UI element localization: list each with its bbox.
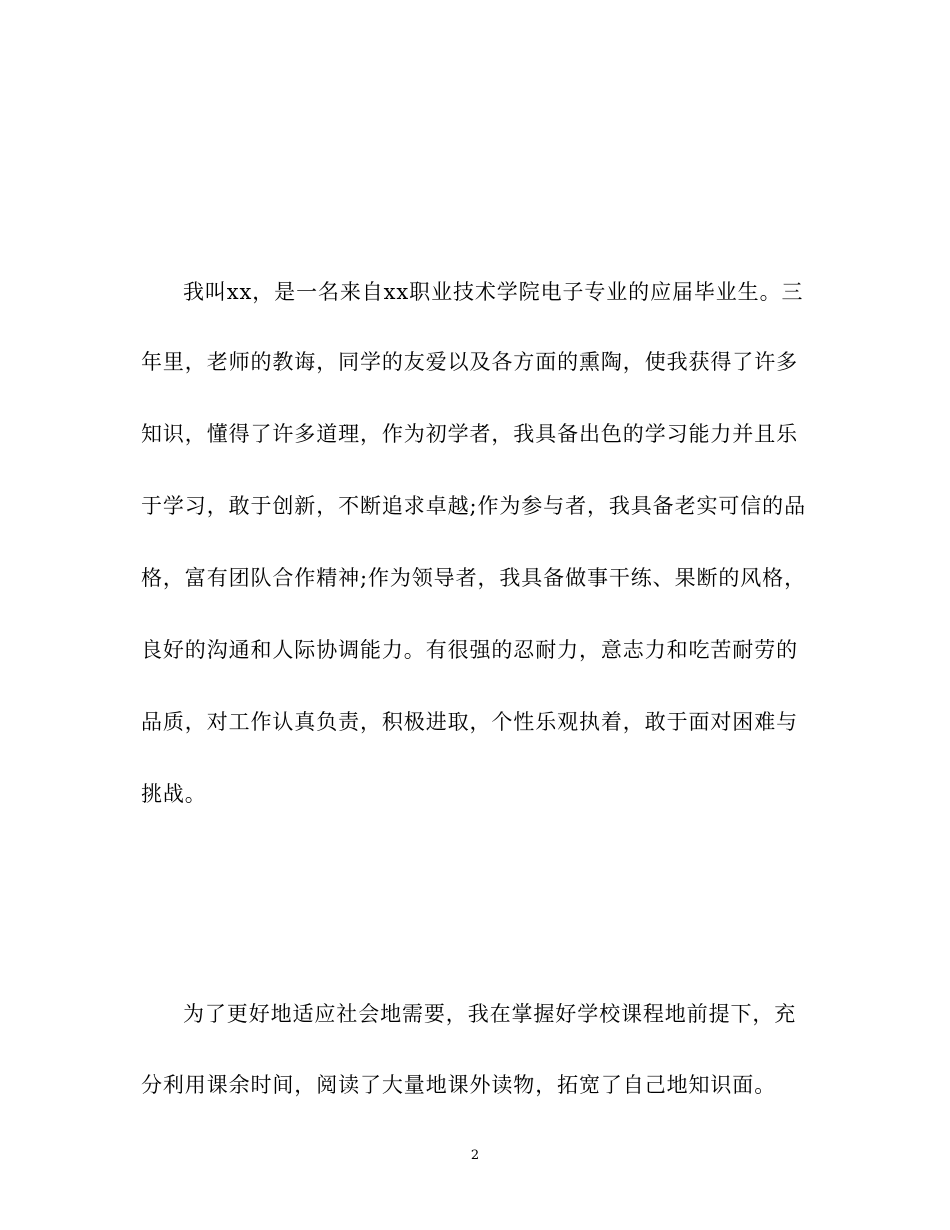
page-number: 2 <box>470 1148 480 1163</box>
paragraph-line: 良好的沟通和人际协调能力。有很强的忍耐力，意志力和吃苦耐劳的 <box>141 638 798 662</box>
paragraph-line: 格，富有团队合作精神;作为领导者，我具备做事干练、果断的风格， <box>141 566 806 590</box>
paragraph-line: 分利用课余时间，阅读了大量地课外读物，拓宽了自己地知识面。 <box>141 1073 777 1097</box>
paragraph-line: 品质，对工作认真负责，积极进取，个性乐观执着，敢于面对困难与 <box>141 710 798 734</box>
paragraph-line: 年里，老师的教诲，同学的友爱以及各方面的熏陶，使我获得了许多 <box>141 350 798 374</box>
paragraph-line: 知识，懂得了许多道理，作为初学者，我具备出色的学习能力并且乐 <box>141 422 798 446</box>
paragraph-line: 于学习，敢于创新，不断追求卓越;作为参与者，我具备老实可信的品 <box>141 494 806 518</box>
paragraph-line: 挑战。 <box>141 782 207 806</box>
paragraph-line: 为了更好地适应社会地需要，我在掌握好学校课程地前提下，充 <box>183 1002 797 1026</box>
paragraph-line: 我叫xx，是一名来自xx职业技术学院电子专业的应届毕业生。三 <box>183 280 804 304</box>
